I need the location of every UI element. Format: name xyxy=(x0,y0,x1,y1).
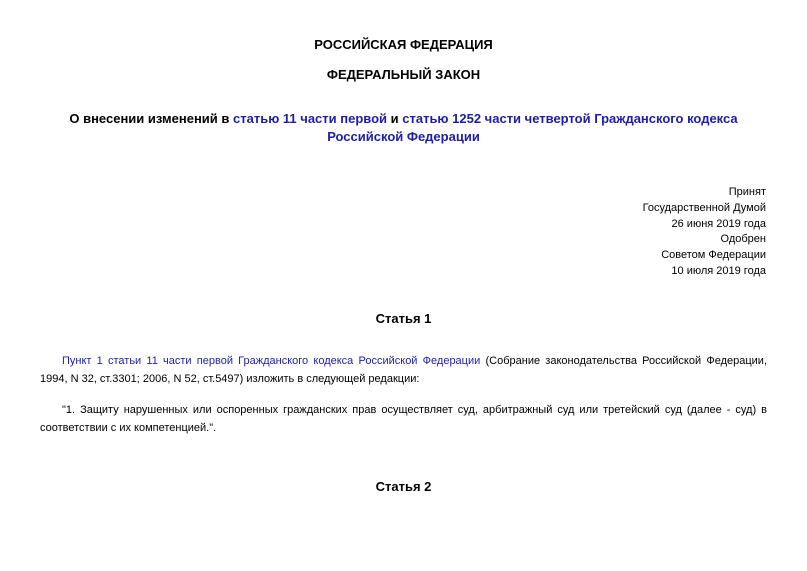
title-text-middle: и xyxy=(387,111,403,126)
adoption-line-state-duma: Государственной Думой xyxy=(642,201,766,214)
article-11-link[interactable]: статью 11 части первой xyxy=(233,111,388,126)
article-1-heading: Статья 1 xyxy=(375,311,432,326)
article-2-heading: Статья 2 xyxy=(375,479,432,494)
federation-heading: РОССИЙСКАЯ ФЕДЕРАЦИЯ xyxy=(314,37,493,52)
adoption-line-federation-council: Советом Федерации xyxy=(661,249,766,262)
article-1252-link[interactable]: статью 1252 части четвертой Гражданского кодекса Российской Федерации xyxy=(327,111,738,144)
law-type-heading: ФЕДЕРАЛЬНЫЙ ЗАКОН xyxy=(326,67,481,82)
adoption-line-council-date: 10 июля 2019 года xyxy=(671,264,766,277)
title-text-start: О внесении изменений в xyxy=(69,111,234,126)
civil-code-clause-link[interactable]: Пункт 1 статьи 11 части первой Гражданского кодекса Российской Федерации xyxy=(62,355,481,367)
adoption-block xyxy=(506,185,766,280)
article-1-paragraph-1 xyxy=(40,352,767,388)
adoption-line-approved: Одобрен xyxy=(720,233,766,246)
adoption-line-duma-date: 26 июня 2019 года xyxy=(671,217,766,230)
law-title xyxy=(40,110,767,146)
article-1-paragraph-2: "1. Защиту нарушенных или оспоренных гражданских прав осуществляет суд, арбитражный суд или третейский суд (далее - суд) в соответствии с их компетенцией.". xyxy=(40,404,767,434)
paragraph-1-text: (Собрание законодательства Российской Федерации, 1994, N 32, ст.3301; 2006, N 52, ст.5497) изложить в следующей редакции: xyxy=(40,355,767,385)
adoption-line-adopted: Принят xyxy=(728,186,766,198)
